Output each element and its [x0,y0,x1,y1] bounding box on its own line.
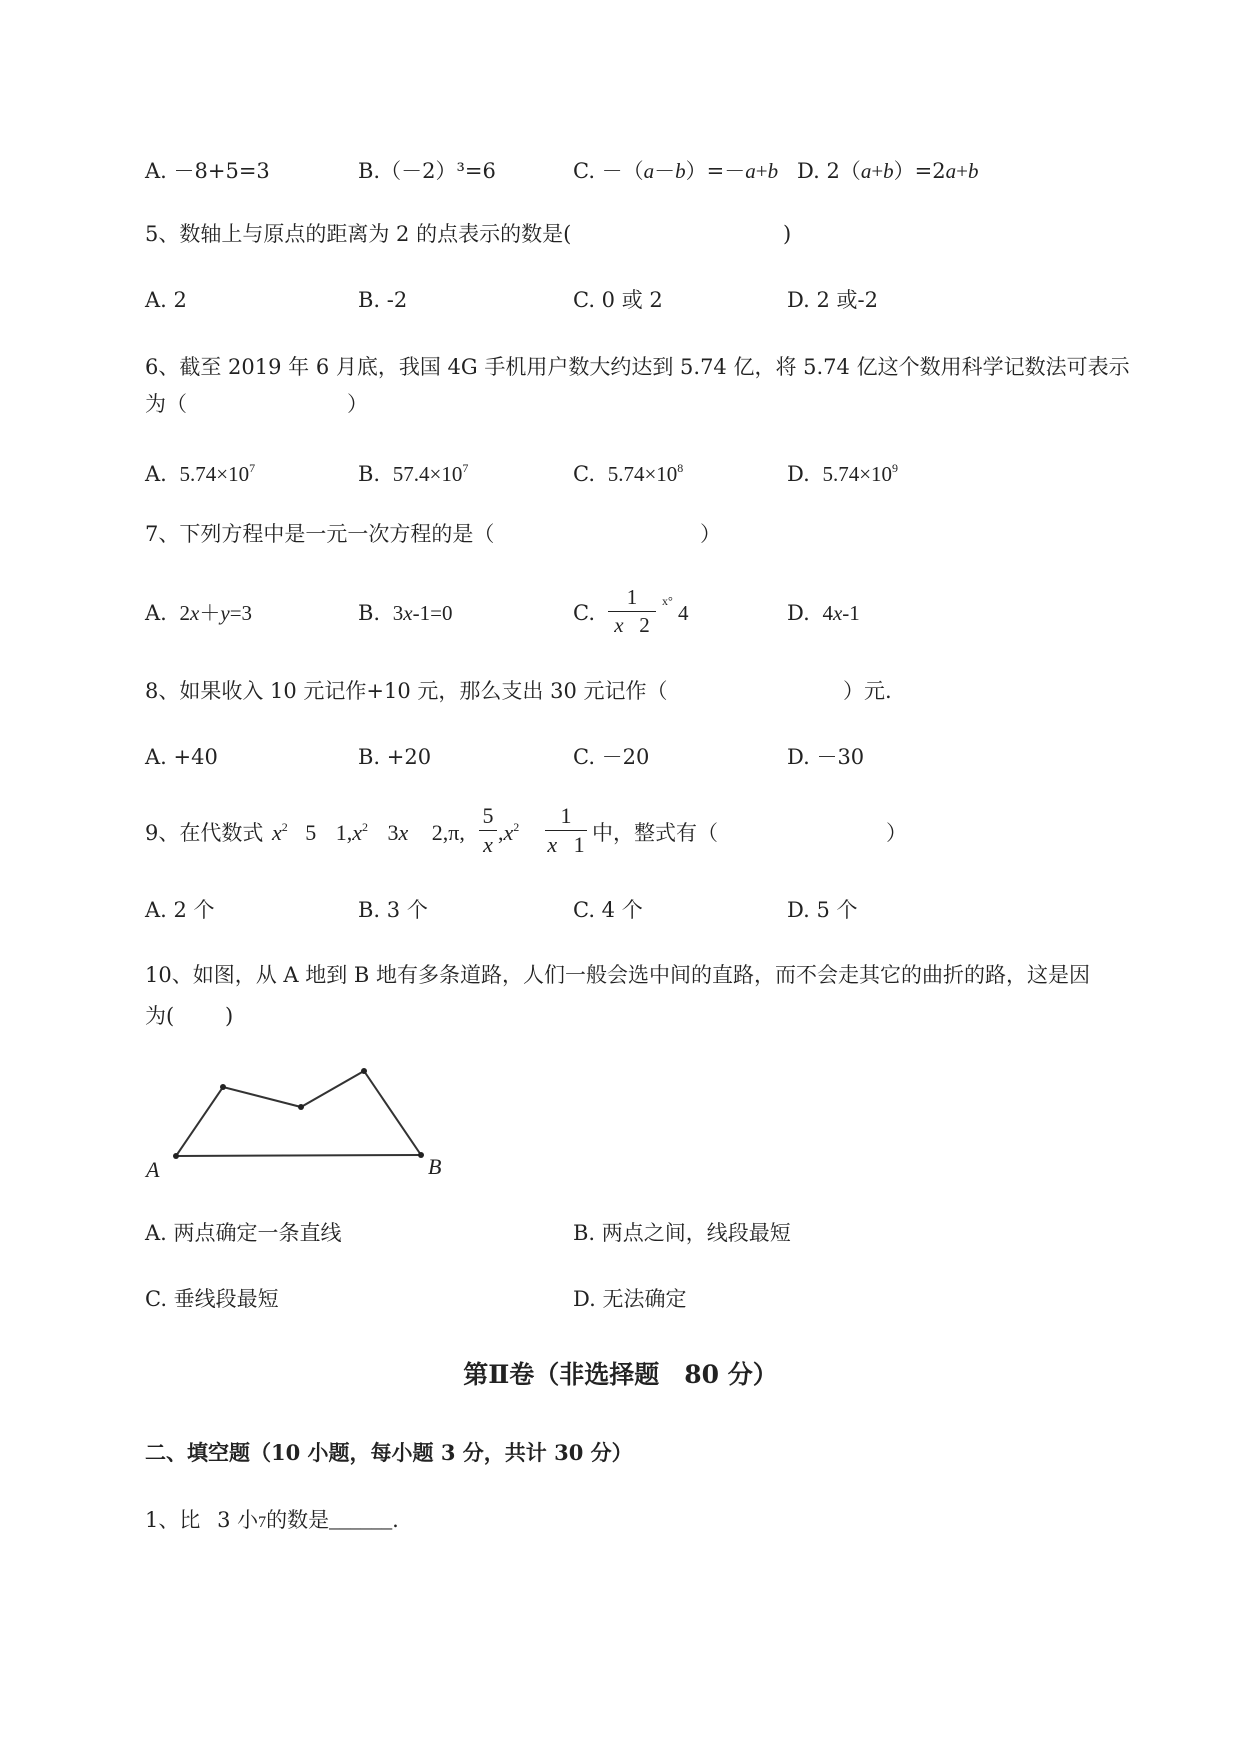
q9-var: x [398,820,409,845]
q10-figure-point [298,1104,304,1110]
q6-d-label: D. [787,462,810,486]
q5-close: ) [783,222,792,246]
q7-option-c-fraction [608,587,656,636]
q10-figure-winding-path [176,1071,421,1156]
fill1-text: 3 小 [217,1508,259,1532]
q7-c-numerator: 1 [626,585,638,609]
q4-c-var: b [675,159,686,183]
q6-b-exponent: 7 [462,461,469,475]
fill1-text: 1、比 [145,1508,201,1532]
q4-d-var: a [945,159,957,183]
q8-option-c: C. －20 [573,745,650,769]
q10-figure-point [361,1068,367,1074]
q7-close: ） [700,522,721,546]
q7-b-text: 3 [392,601,404,625]
q9-close: ） [886,821,907,845]
q10-option-a: A. 两点确定一条直线 [145,1221,342,1245]
q9-stem-pre: 9、在代数式 [145,821,264,845]
q5-option-d: D. 2 或-2 [787,288,878,312]
section-title: 第Ⅱ卷（非选择题 80 分） [463,1360,778,1389]
q7-d-text: -1 [842,601,860,625]
q6-c-exponent: 8 [677,461,684,475]
q9-term: 3 [387,820,399,845]
q5-option-b: B. -2 [358,288,408,312]
q9-var: x [352,820,363,845]
q4-option-c [573,161,778,182]
q7-option-a [145,603,252,624]
q6-stem-line2: 为（ [145,392,187,416]
q7-b-var: x [403,601,413,625]
q9-term: 5 [305,820,317,845]
q9-option-c: C. 4 个 [573,898,643,922]
q9-f2-den-var: x [547,832,558,857]
q4-c-text: ）=－ [685,159,746,183]
q10-close: ) [225,1004,234,1028]
q5-option-c: C. 0 或 2 [573,288,663,312]
fill-question-1 [145,1510,399,1531]
q6-option-a [145,462,255,485]
q6-d-value: 5.74×10 [822,462,893,486]
q10-option-b: B. 两点之间，线段最短 [573,1221,791,1245]
q5-option-a: A. 2 [145,288,187,312]
q6-stem-line1: 6、截至 2019 年 6 月底，我国 4G 手机用户数大约达到 5.74 亿，将 5.74 亿这个数用科学记数法可表示 [145,355,1130,379]
q7-stem: 7、下列方程中是一元一次方程的是（ [145,522,495,546]
q8-option-b: B. +20 [358,745,432,769]
q7-c-den-const: 2 [639,613,650,637]
q9-term: , [498,820,504,845]
q10-figure-label-b: B [428,1154,442,1179]
q6-b-value: 57.4×10 [392,462,463,486]
q7-a-text: =3 [229,601,253,625]
q7-b-text: -1=0 [412,601,453,625]
q6-a-value: 5.74×10 [179,462,250,486]
q4-option-a: A. －8+5=3 [145,159,270,183]
q8-option-d: D. －30 [787,745,865,769]
q10-figure-point [418,1152,424,1158]
q6-d-exponent: 9 [892,461,899,475]
q7-d-var: x [832,601,843,625]
q5-stem: 5、数轴上与原点的距离为 2 的点表示的数是( [145,222,572,246]
q9-exponent: 2 [513,820,520,834]
q9-f2-den-const: 1 [573,832,585,857]
q9-stem-post: 中，整式有（ [592,821,718,845]
q4-option-b: B.（－2）³=6 [358,159,496,183]
fraction-bar [608,611,656,612]
q9-fraction-1 [479,805,497,856]
fill1-text: 的数是 [266,1508,330,1532]
q8-close: ）元. [843,679,892,703]
q4-d-text: D. 2（ [797,159,861,183]
q7-d-label: D. [787,601,810,625]
q10-figure-label-a: A [146,1157,160,1182]
q6-close: ） [347,392,368,416]
q7-a-var: y [220,601,230,625]
q6-option-b [358,462,468,485]
fraction-bar [545,830,587,831]
q4-c-text: － [654,159,676,183]
q9-exponent: 2 [362,820,369,834]
q7-c-denominator [608,615,656,636]
q7-b-label: B. [358,601,381,625]
q6-option-d [787,462,898,485]
q6-c-value: 5.74×10 [607,462,678,486]
q7-a-label: A. [145,601,167,625]
q9-expressions [272,821,465,844]
q4-c-text: C. －（ [573,159,644,183]
q9-f2-numerator: 1 [560,803,572,828]
q7-option-b [358,603,452,624]
q4-d-var: b [883,159,894,183]
q9-f1-numerator: 5 [482,803,494,828]
q7-c-mark: x° [662,594,673,608]
q10-option-d: D. 无法确定 [573,1287,687,1311]
q4-option-d [797,161,978,182]
part2-heading: 二、填空题（10 小题，每小题 3 分，共计 30 分） [145,1440,633,1465]
q9-option-d: D. 5 个 [787,898,858,922]
q9-option-a: A. 2 个 [145,898,215,922]
q4-c-text: + [755,159,768,183]
q10-figure-point [220,1084,226,1090]
q8-option-a: A. +40 [145,745,218,769]
q4-d-var: a [860,159,872,183]
q4-d-text: + [871,159,884,183]
q9-term: 2,π, [431,820,465,845]
fill1-number: 7 [258,1514,267,1531]
q10-option-c: C. 垂线段最短 [145,1287,279,1311]
q9-option-b: B. 3 个 [358,898,428,922]
q10-stem-line2: 为( [145,1004,175,1028]
q4-d-text: ）=2 [893,159,946,183]
q4-c-var: a [745,159,756,183]
q10-figure-point [173,1153,179,1159]
q4-c-var: b [767,159,779,183]
q4-d-text: + [956,159,968,183]
q7-option-c-label: C. [573,601,595,625]
q9-var: x [503,820,514,845]
q4-c-var: a [643,159,655,183]
q7-option-d [787,603,860,624]
q10-figure [140,1055,460,1185]
q7-a-text: ＋ [199,601,221,625]
q9-fraction-2 [545,805,587,856]
q10-figure-straight-road [176,1155,421,1156]
q6-b-label: B. [358,462,381,486]
q9-f1-denominator: x [483,832,493,857]
q7-c-rest: 4 [678,601,689,625]
q9-var: x [272,820,282,845]
q7-a-text: 2 [179,601,191,625]
q7-c-den-var: x [614,613,624,637]
q8-stem: 8、如果收入 10 元记作+10 元，那么支出 30 元记作（ [145,679,668,703]
q6-a-exponent: 7 [249,461,256,475]
q9-exponent: 2 [281,820,288,834]
q9-term: 1, [335,820,353,845]
fraction-bar [479,830,497,831]
q7-d-text: 4 [822,601,833,625]
q10-stem-line1: 10、如图，从 A 地到 B 地有多条道路，人们一般会选中间的直路，而不会走其它的曲折的路，这是因 [145,963,1091,987]
q9-expressions-2 [498,821,519,844]
fill1-answer-blank: ______ [329,1508,393,1532]
q6-c-label: C. [573,462,595,486]
q7-a-var: x [190,601,200,625]
q4-d-var: b [967,159,979,183]
q9-f2-denominator [545,834,587,856]
fill1-text: . [392,1508,399,1532]
q6-a-label: A. [145,462,167,486]
q6-option-c [573,462,683,485]
